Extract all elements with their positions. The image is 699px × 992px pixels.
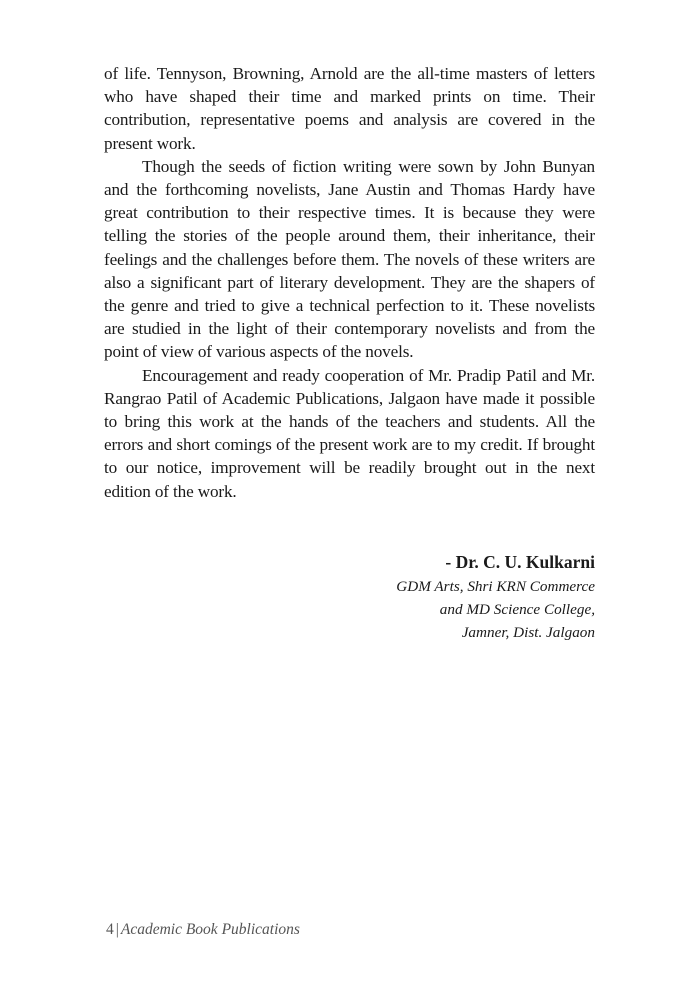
publication-name: Academic Book Publications bbox=[120, 921, 300, 938]
footer-separator: | bbox=[115, 921, 119, 938]
affiliation-line: and MD Science College, bbox=[439, 601, 595, 618]
affiliation-line: Jamner, Dist. Jalgaon bbox=[461, 624, 595, 641]
paragraph-fiction: Though the seeds of fiction writing were sown by John Bunyan and the forthcoming novelists, Jane Austin and Thomas Hardy have great contribution to their respective times. It is because they were telling the stories of the people around them, their inheritance, their feelings and the challenges before them. The novels of these writers are also a significant part of literary development. They are the shapers of the genre and tried to give a technical perfection to it. These novelists are studied in the light of their contemporary novelists and from the point of view of various aspects of the novels. bbox=[104, 156, 595, 362]
affiliation-line: GDM Arts, Shri KRN Commerce bbox=[396, 578, 595, 595]
body-text bbox=[104, 62, 595, 503]
page-footer bbox=[106, 919, 300, 941]
paragraph-continued: of life. Tennyson, Browning, Arnold are the all-time masters of letters who have shaped their time and marked prints on time. Their contribution, representative poems and analysis are covered in the present work. bbox=[104, 64, 595, 153]
paragraph-acknowledgement: Encouragement and ready cooperation of Mr. Pradip Patil and Mr. Rangrao Patil of Academic Publications, Jalgaon have made it possible to bring this work at the hands of the teachers and students. All the errors and short comings of the present work are to my credit. If brought to our notice, improvement will be readily brought out in the next edition of the work. bbox=[104, 365, 595, 501]
author-name: - Dr. C. U. Kulkarni bbox=[445, 552, 595, 572]
page-number: 4 bbox=[106, 921, 114, 938]
signature-block bbox=[300, 551, 595, 644]
